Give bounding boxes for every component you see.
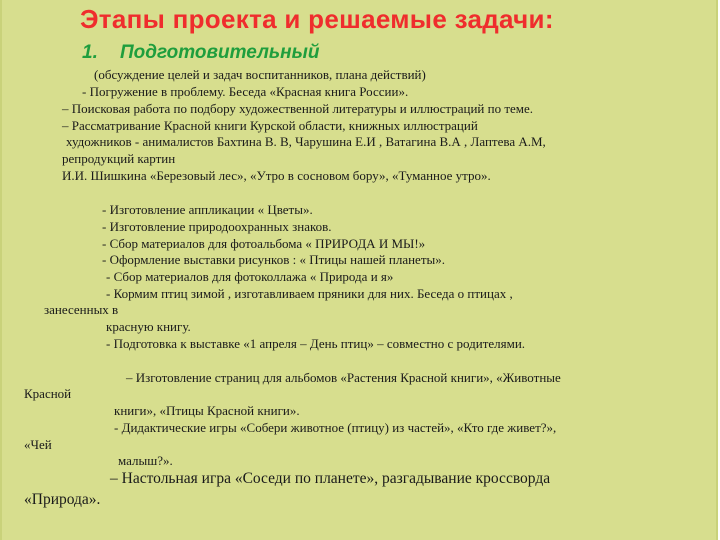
task-line: И.И. Шишкина «Березовый лес», «Утро в сосновом бору», «Туманное утро».: [62, 168, 491, 183]
task-line: – Рассматривание Красной книги Курской области, книжных иллюстраций: [62, 118, 478, 133]
task-line: - Оформление выставки рисунков : « Птицы нашей планеты».: [102, 252, 445, 267]
stage-description: (обсуждение целей и задач воспитанников, плана действий): [94, 67, 426, 82]
task-line: Красной: [24, 386, 72, 401]
task-line: - Сбор материалов для фотоколлажа « Природа и я»: [106, 269, 394, 284]
task-line: – Изготовление страниц для альбомов «Растения Красной книги», «Животные: [126, 370, 561, 385]
task-line: - Сбор материалов для фотоальбома « ПРИРОДА И МЫ!»: [102, 236, 426, 251]
stage-name: Подготовительный: [120, 42, 320, 63]
task-line: малыш?».: [118, 453, 173, 468]
task-line: – Настольная игра «Соседи по планете», разгадывание кроссворда: [110, 470, 551, 487]
task-line: «Природа».: [24, 491, 101, 508]
task-line: - Изготовление природоохранных знаков.: [102, 219, 332, 234]
task-line: книги», «Птицы Красной книги».: [114, 403, 300, 418]
task-line: - Изготовление аппликации « Цветы».: [102, 202, 313, 217]
slide-title: Этапы проекта и решаемые задачи:: [80, 4, 554, 34]
stage-number: 1.: [82, 42, 98, 63]
task-line: красную книгу.: [106, 319, 191, 334]
task-line: - Дидактические игры «Собери животное (птицу) из частей», «Кто где живет?»,: [114, 420, 557, 435]
task-line: художников - анималистов Бахтина В. В, Чарушина Е.И , Ватагина В.А , Лаптева А.М,: [66, 134, 546, 149]
stage-heading: [82, 42, 319, 64]
task-line: репродукций картин: [62, 151, 176, 166]
task-line: - Погружение в проблему. Беседа «Красная книга России».: [82, 84, 409, 99]
task-line: – Поисковая работа по подбору художественной литературы и иллюстраций по теме.: [62, 101, 534, 116]
task-line: занесенных в: [44, 302, 119, 317]
task-line: - Кормим птиц зимой , изготавливаем пряники для них. Беседа о птицах ,: [106, 286, 513, 301]
task-line: - Подготовка к выставке «1 апреля – День птиц» – совместно с родителями.: [106, 336, 526, 351]
task-line: «Чей: [24, 437, 52, 452]
